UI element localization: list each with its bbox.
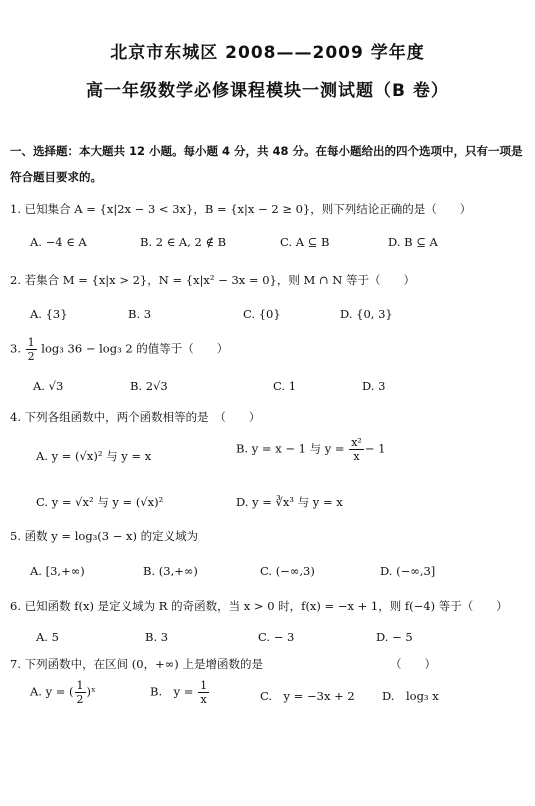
- question-2-option-b: B. 3: [128, 307, 152, 321]
- question-2-option-c: C. {0}: [243, 307, 281, 321]
- question-6-option-a: A. 5: [36, 630, 59, 644]
- question-5-option-d: D. (−∞,3]: [380, 564, 436, 578]
- question-5-option-b: B. (3,+∞): [143, 564, 198, 578]
- question-1-stem: 1. 已知集合 A = {x|2x − 3 < 3x}，B = {x|x − 2 ≥ 0}，则下列结论正确的是（ ）: [10, 202, 472, 216]
- question-6-option-b: B. 3: [145, 630, 169, 644]
- question-3-option-c: C. 1: [273, 379, 297, 393]
- question-7-option-a-suffix: )ˣ: [86, 684, 96, 699]
- question-5-option-a: A. [3,+∞): [30, 564, 85, 578]
- question-4-option-b-numerator: x²: [351, 436, 362, 449]
- question-3-stem: [10, 337, 228, 362]
- question-4-option-d: D. y = ∛x³ 与 y = x: [236, 495, 343, 509]
- question-7-option-a-prefix: A. y = (: [30, 684, 74, 699]
- question-4-option-b-denominator: x: [353, 450, 360, 463]
- question-3-fraction-numerator: 1: [27, 336, 35, 349]
- question-7-option-a-denominator: 2: [76, 693, 84, 706]
- question-2-stem: 2. 若集合 M = {x|x > 2}，N = {x|x² − 3x = 0}，则 M ∩ N 等于（ ）: [10, 273, 415, 287]
- question-1-option-d: D. B ⊆ A: [388, 235, 438, 249]
- question-3-fraction: [26, 337, 37, 362]
- question-6-stem: 6. 已知函数 f(x) 是定义域为 R 的奇函数，当 x > 0 时，f(x) = −x + 1，则 f(−4) 等于（ ）: [10, 599, 508, 613]
- question-1-option-b: B. 2 ∈ A, 2 ∉ B: [140, 235, 227, 249]
- question-2-option-a: A. {3}: [30, 307, 68, 321]
- question-4-option-b: [236, 437, 385, 462]
- question-3-stem-text: log₃ 36 − log₃ 2 的值等于（ ）: [41, 341, 229, 356]
- question-3-option-a: A. √3: [33, 379, 64, 393]
- question-4-option-b-prefix: B. y = x − 1 与 y =: [236, 441, 349, 456]
- section-instruction-line-1: 一、选择题：本大题共 12 小题。每小题 4 分，共 48 分。在每小题给出的四个选项中，只有一项是: [10, 144, 523, 158]
- question-4-option-b-fraction: [349, 437, 364, 462]
- question-7-option-a-fraction: [75, 680, 86, 705]
- question-4-stem: 4. 下列各组函数中，两个函数相等的是 （ ）: [10, 410, 261, 424]
- question-4-option-c: C. y = √x² 与 y = (√x)²: [36, 495, 164, 509]
- title-line-2: 高一年级数学必修课程模块一测试题（B 卷）: [86, 81, 449, 101]
- question-3-option-b: B. 2√3: [130, 379, 168, 393]
- question-7-option-c: C. y = −3x + 2: [260, 689, 355, 703]
- question-3-number: 3.: [10, 341, 21, 356]
- question-2-option-d: D. {0, 3}: [340, 307, 393, 321]
- title-line-1: 北京市东城区 2008——2009 学年度: [110, 43, 425, 63]
- question-1-option-a: A. −4 ∈ A: [30, 235, 87, 249]
- question-5-option-c: C. (−∞,3): [260, 564, 315, 578]
- question-6-option-d: D. − 5: [376, 630, 413, 644]
- question-4-option-b-suffix: − 1: [364, 441, 386, 456]
- question-3-fraction-denominator: 2: [27, 350, 35, 363]
- question-7-option-b: [150, 680, 210, 705]
- question-7-option-a: [30, 680, 96, 705]
- question-7-stem: 7. 下列函数中，在区间 (0，+∞) 上是增函数的是: [10, 657, 263, 671]
- question-7-option-b-prefix: B. y =: [150, 684, 198, 699]
- question-7-option-b-fraction: [198, 680, 209, 705]
- question-3-option-d: D. 3: [362, 379, 386, 393]
- section-instruction-line-2: 符合题目要求的。: [10, 170, 102, 184]
- question-5-stem: 5. 函数 y = log₃(3 − x) 的定义域为: [10, 529, 199, 543]
- question-7-option-a-numerator: 1: [76, 679, 84, 692]
- question-7-option-b-denominator: x: [200, 693, 207, 706]
- question-7-option-d: D. log₃ x: [382, 689, 439, 703]
- question-4-option-a: A. y = (√x)² 与 y = x: [36, 449, 152, 463]
- question-1-option-c: C. A ⊆ B: [280, 235, 330, 249]
- question-7-option-b-numerator: 1: [200, 679, 208, 692]
- question-7-answer-paren: （ ）: [390, 657, 436, 671]
- question-6-option-c: C. − 3: [258, 630, 295, 644]
